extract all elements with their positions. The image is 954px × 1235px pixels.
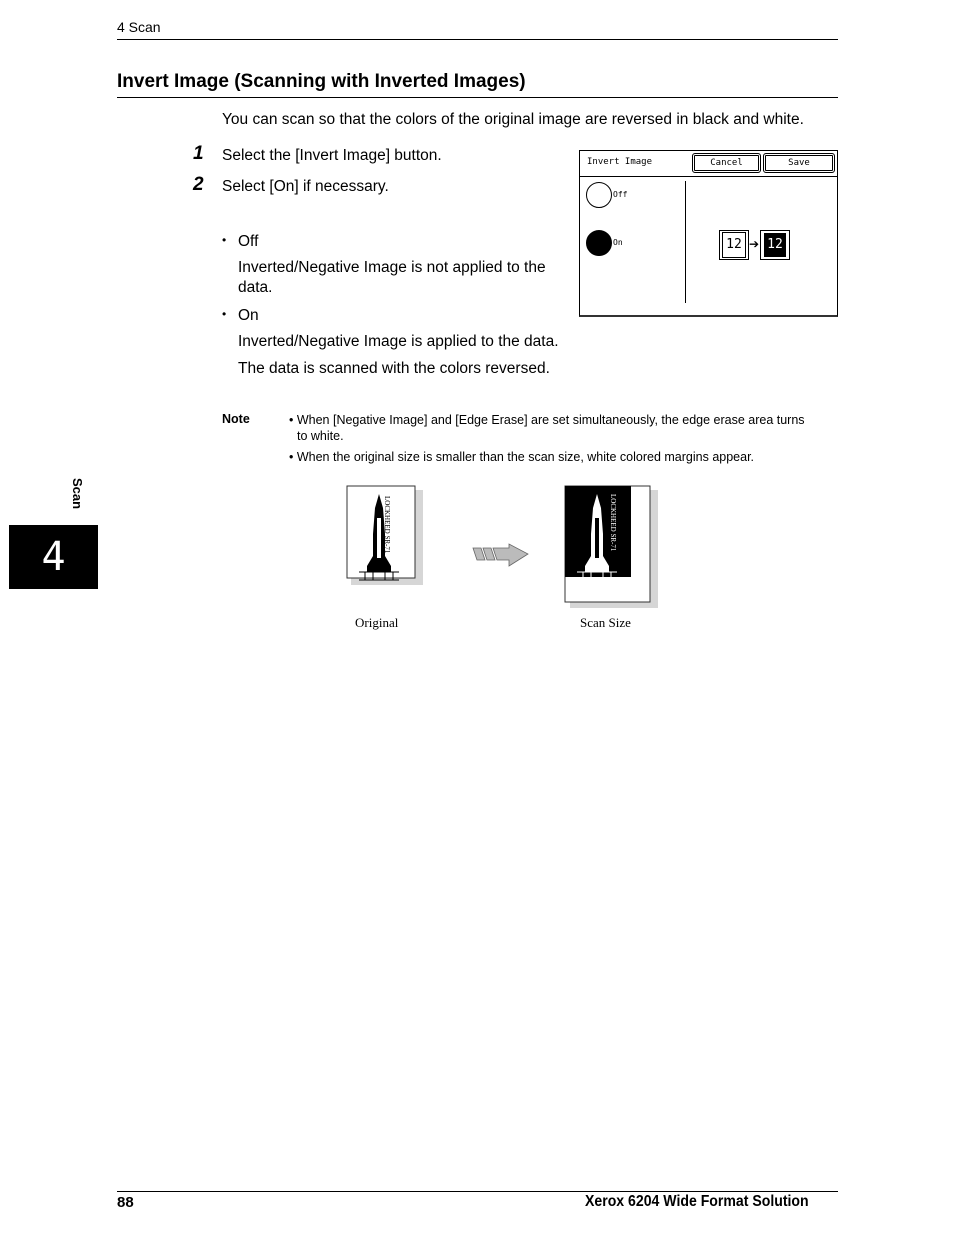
original-poster-text: LOCKHEED SR-71 bbox=[383, 496, 391, 554]
original-caption: Original bbox=[355, 615, 399, 630]
on-radio-label: On bbox=[613, 238, 623, 247]
step-1-number: 1 bbox=[193, 143, 204, 164]
step-1-text: Select the [Invert Image] button. bbox=[222, 147, 442, 164]
note-item-2: • When the original size is smaller than the scan size, white colored margins appear. bbox=[289, 450, 755, 464]
save-button[interactable]: Save bbox=[763, 153, 835, 173]
option-on-desc-2: The data is scanned with the colors reversed. bbox=[238, 360, 550, 377]
cancel-button[interactable]: Cancel bbox=[692, 153, 761, 173]
footer-title: Xerox 6204 Wide Format Solution bbox=[585, 1193, 809, 1210]
invert-illustration-graphic bbox=[345, 484, 675, 612]
note-label: Note bbox=[222, 412, 250, 426]
option-on-desc-1: Inverted/Negative Image is applied to the data. bbox=[238, 333, 559, 350]
option-off-desc-2: data. bbox=[238, 279, 273, 296]
arrow-right-icon: ➔ bbox=[749, 237, 760, 251]
step-2-number: 2 bbox=[193, 174, 204, 195]
note-item-1-line-2: to white. bbox=[297, 429, 344, 443]
invert-image-screen bbox=[579, 150, 838, 317]
option-off-label: Off bbox=[238, 233, 259, 250]
scan-poster-text: LOCKHEED SR-71 bbox=[609, 494, 617, 552]
title-rule bbox=[117, 97, 838, 98]
scan-size-caption: Scan Size bbox=[580, 615, 631, 630]
preview-normal: 12 bbox=[722, 232, 746, 258]
step-2-text: Select [On] if necessary. bbox=[222, 178, 389, 195]
chapter-tab-number: 4 bbox=[41, 534, 66, 580]
screen-title: Invert Image bbox=[587, 157, 653, 167]
option-on-label: On bbox=[238, 307, 259, 324]
invert-illustration bbox=[345, 484, 675, 612]
on-radio[interactable] bbox=[586, 230, 612, 256]
off-radio-label: Off bbox=[613, 190, 628, 199]
side-chapter-label: Scan bbox=[70, 478, 85, 510]
screen-divider bbox=[580, 176, 837, 177]
bullet-icon: • bbox=[222, 233, 227, 247]
note-item-1-line-1: • When [Negative Image] and [Edge Erase] are set simultaneously, the edge erase area turns bbox=[289, 413, 805, 427]
footer-rule bbox=[117, 1191, 838, 1192]
page-number: 88 bbox=[117, 1194, 134, 1211]
running-header: 4 Scan bbox=[117, 19, 161, 35]
header-rule bbox=[117, 39, 838, 40]
section-title: Invert Image (Scanning with Inverted Images) bbox=[117, 71, 526, 92]
off-radio[interactable] bbox=[586, 182, 612, 208]
preview-inverted: 12 bbox=[763, 232, 787, 258]
intro-text: You can scan so that the colors of the original image are reversed in black and white. bbox=[222, 111, 804, 128]
screen-panel-divider bbox=[685, 181, 686, 303]
option-off-desc-1: Inverted/Negative Image is not applied to the bbox=[238, 259, 546, 276]
bullet-icon: • bbox=[222, 307, 227, 321]
